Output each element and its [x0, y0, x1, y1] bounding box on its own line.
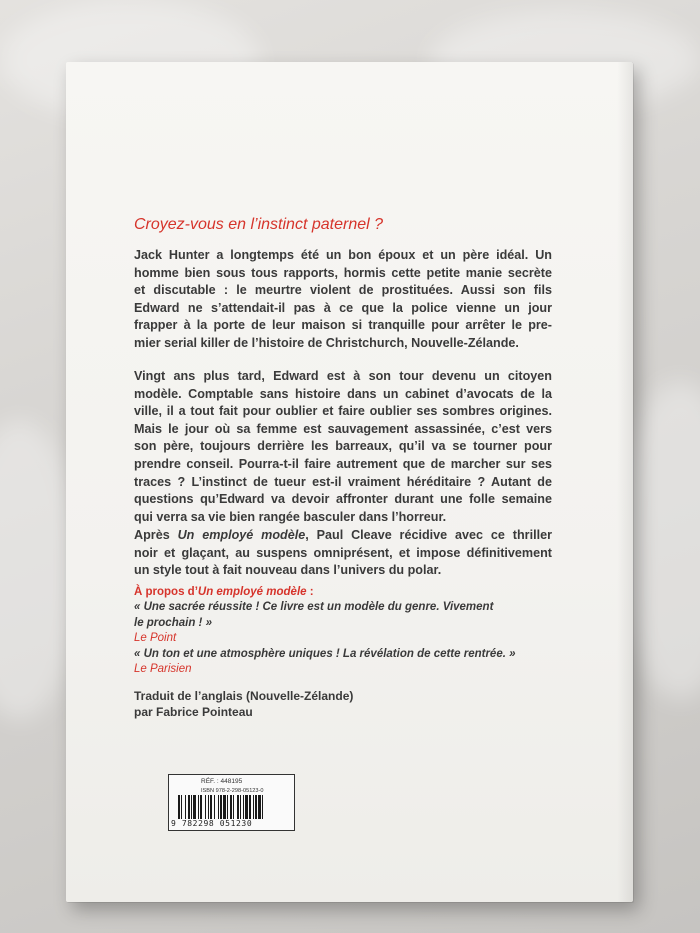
book-title-italic: Un employé modèle [177, 528, 306, 542]
review-quote-2: « Un ton et une atmosphère uniques ! La révélation de cette rentrée. » [134, 647, 516, 660]
text-line: son père, toujours derrière les barreaux, qu’il va se tourner pour [134, 439, 552, 454]
text-line: Jack Hunter a longtemps été un bon époux et un père idéal. Un [134, 248, 552, 262]
text-line: questions qu’Edward va devoir affronter durant une folle semaine [134, 492, 552, 507]
text-fragment: À propos d’ [134, 586, 198, 598]
text-line: Edward ne s’attendait-il pas à ce que la police vienne un jour [134, 300, 552, 315]
barcode-bar [243, 795, 244, 819]
text-line: ville, il a tout fait pour oublier et faire oublier ses sombres origines. [134, 404, 552, 419]
text-line: Mais le jour où sa femme est sauvagement assassinée, c’est vers [134, 421, 552, 436]
barcode-bar [193, 795, 196, 819]
barcode-bar [240, 795, 241, 819]
barcode-bar [233, 795, 234, 819]
review-quote-1-line-2: le prochain ! » [134, 616, 212, 629]
synopsis-paragraph-1 [134, 247, 552, 353]
barcode-bar [214, 795, 215, 819]
text-line [134, 527, 552, 545]
text-line: qui verra sa vie bien rangée basculer dans l’horreur. [134, 509, 447, 524]
barcode-bar [262, 795, 263, 819]
text-line: un style tout à fait nouveau dans l’univers du polar. [134, 563, 442, 578]
cover-headline: Croyez-vous en l’instinct paternel ? [134, 216, 384, 233]
text-fragment: , Paul Cleave récidive avec ce thriller [305, 528, 552, 542]
barcode-bar [220, 795, 222, 819]
barcode-digits: 9 782298 051230 [171, 819, 253, 828]
barcode-bar [181, 795, 182, 819]
reference-number: RÉF. : 448195 [201, 778, 243, 785]
barcode-bar [200, 795, 202, 819]
text-line: frapper à la porte de leur maison si tranquille pour arrêter le pre- [134, 318, 552, 333]
barcode-bar [245, 795, 248, 819]
barcode-bar [258, 795, 261, 819]
isbn-text: ISBN 978-2-298-05123-0 [201, 788, 264, 794]
credit-line-2: par Fabrice Pointeau [134, 705, 253, 719]
barcode-bar [230, 795, 232, 819]
text-line: noir et glaçant, au suspens omniprésent, et impose définitivement [134, 545, 552, 560]
barcode-bar [253, 795, 254, 819]
text-line: Vingt ans plus tard, Edward est à son tour devenu un citoyen [134, 369, 552, 383]
reviews-heading [134, 585, 564, 600]
barcode-bar [191, 795, 192, 819]
text-line: prendre conseil. Pourra-t-il faire autrement que de marcher sur ses [134, 456, 552, 471]
text-line: mier serial killer de l’histoire de Christchurch, Nouvelle-Zélande. [134, 335, 519, 350]
synopsis-paragraph-3 [134, 527, 552, 580]
text-line: et discutable : le meurtre violent de prostituées. Aussi son fils [134, 283, 552, 298]
barcode-bar [218, 795, 219, 819]
book-title-italic: Un employé modèle [197, 586, 307, 598]
review-source-1: Le Point [134, 632, 177, 645]
barcode-bar [208, 795, 209, 819]
barcode-bar [227, 795, 228, 819]
text-line: modèle. Comptable sans histoire dans un cabinet d’avocats de la [134, 386, 552, 401]
barcode-bar [249, 795, 251, 819]
barcode-bar [185, 795, 186, 819]
text-fragment: : [306, 586, 314, 598]
barcode-label [168, 774, 295, 831]
barcode-bar [210, 795, 212, 819]
barcode-bar [223, 795, 226, 819]
translator-credit [134, 688, 353, 720]
barcode-bar [178, 795, 180, 819]
synopsis-paragraph-2 [134, 368, 552, 526]
barcode-bar [198, 795, 199, 819]
barcode-bar [188, 795, 190, 819]
text-line: traces ? L’instinct de tueur est-il vraiment héréditaire ? Autant de [134, 474, 552, 489]
review-source-2: Le Parisien [134, 663, 192, 676]
barcode-bar [205, 795, 206, 819]
text-fragment: Après [134, 528, 178, 542]
cover-edge-shadow [617, 62, 633, 902]
barcode-bar [237, 795, 239, 819]
press-reviews [134, 585, 564, 677]
barcode-bar [255, 795, 257, 819]
review-quote-1-line-1: « Une sacrée réussite ! Ce livre est un modèle du genre. Vivement [134, 601, 494, 614]
credit-line-1: Traduit de l’anglais (Nouvelle-Zélande) [134, 689, 354, 703]
barcode-icon [177, 795, 285, 819]
text-line: homme bien sous tous rapports, hormis cette petite manie secrète [134, 265, 552, 280]
